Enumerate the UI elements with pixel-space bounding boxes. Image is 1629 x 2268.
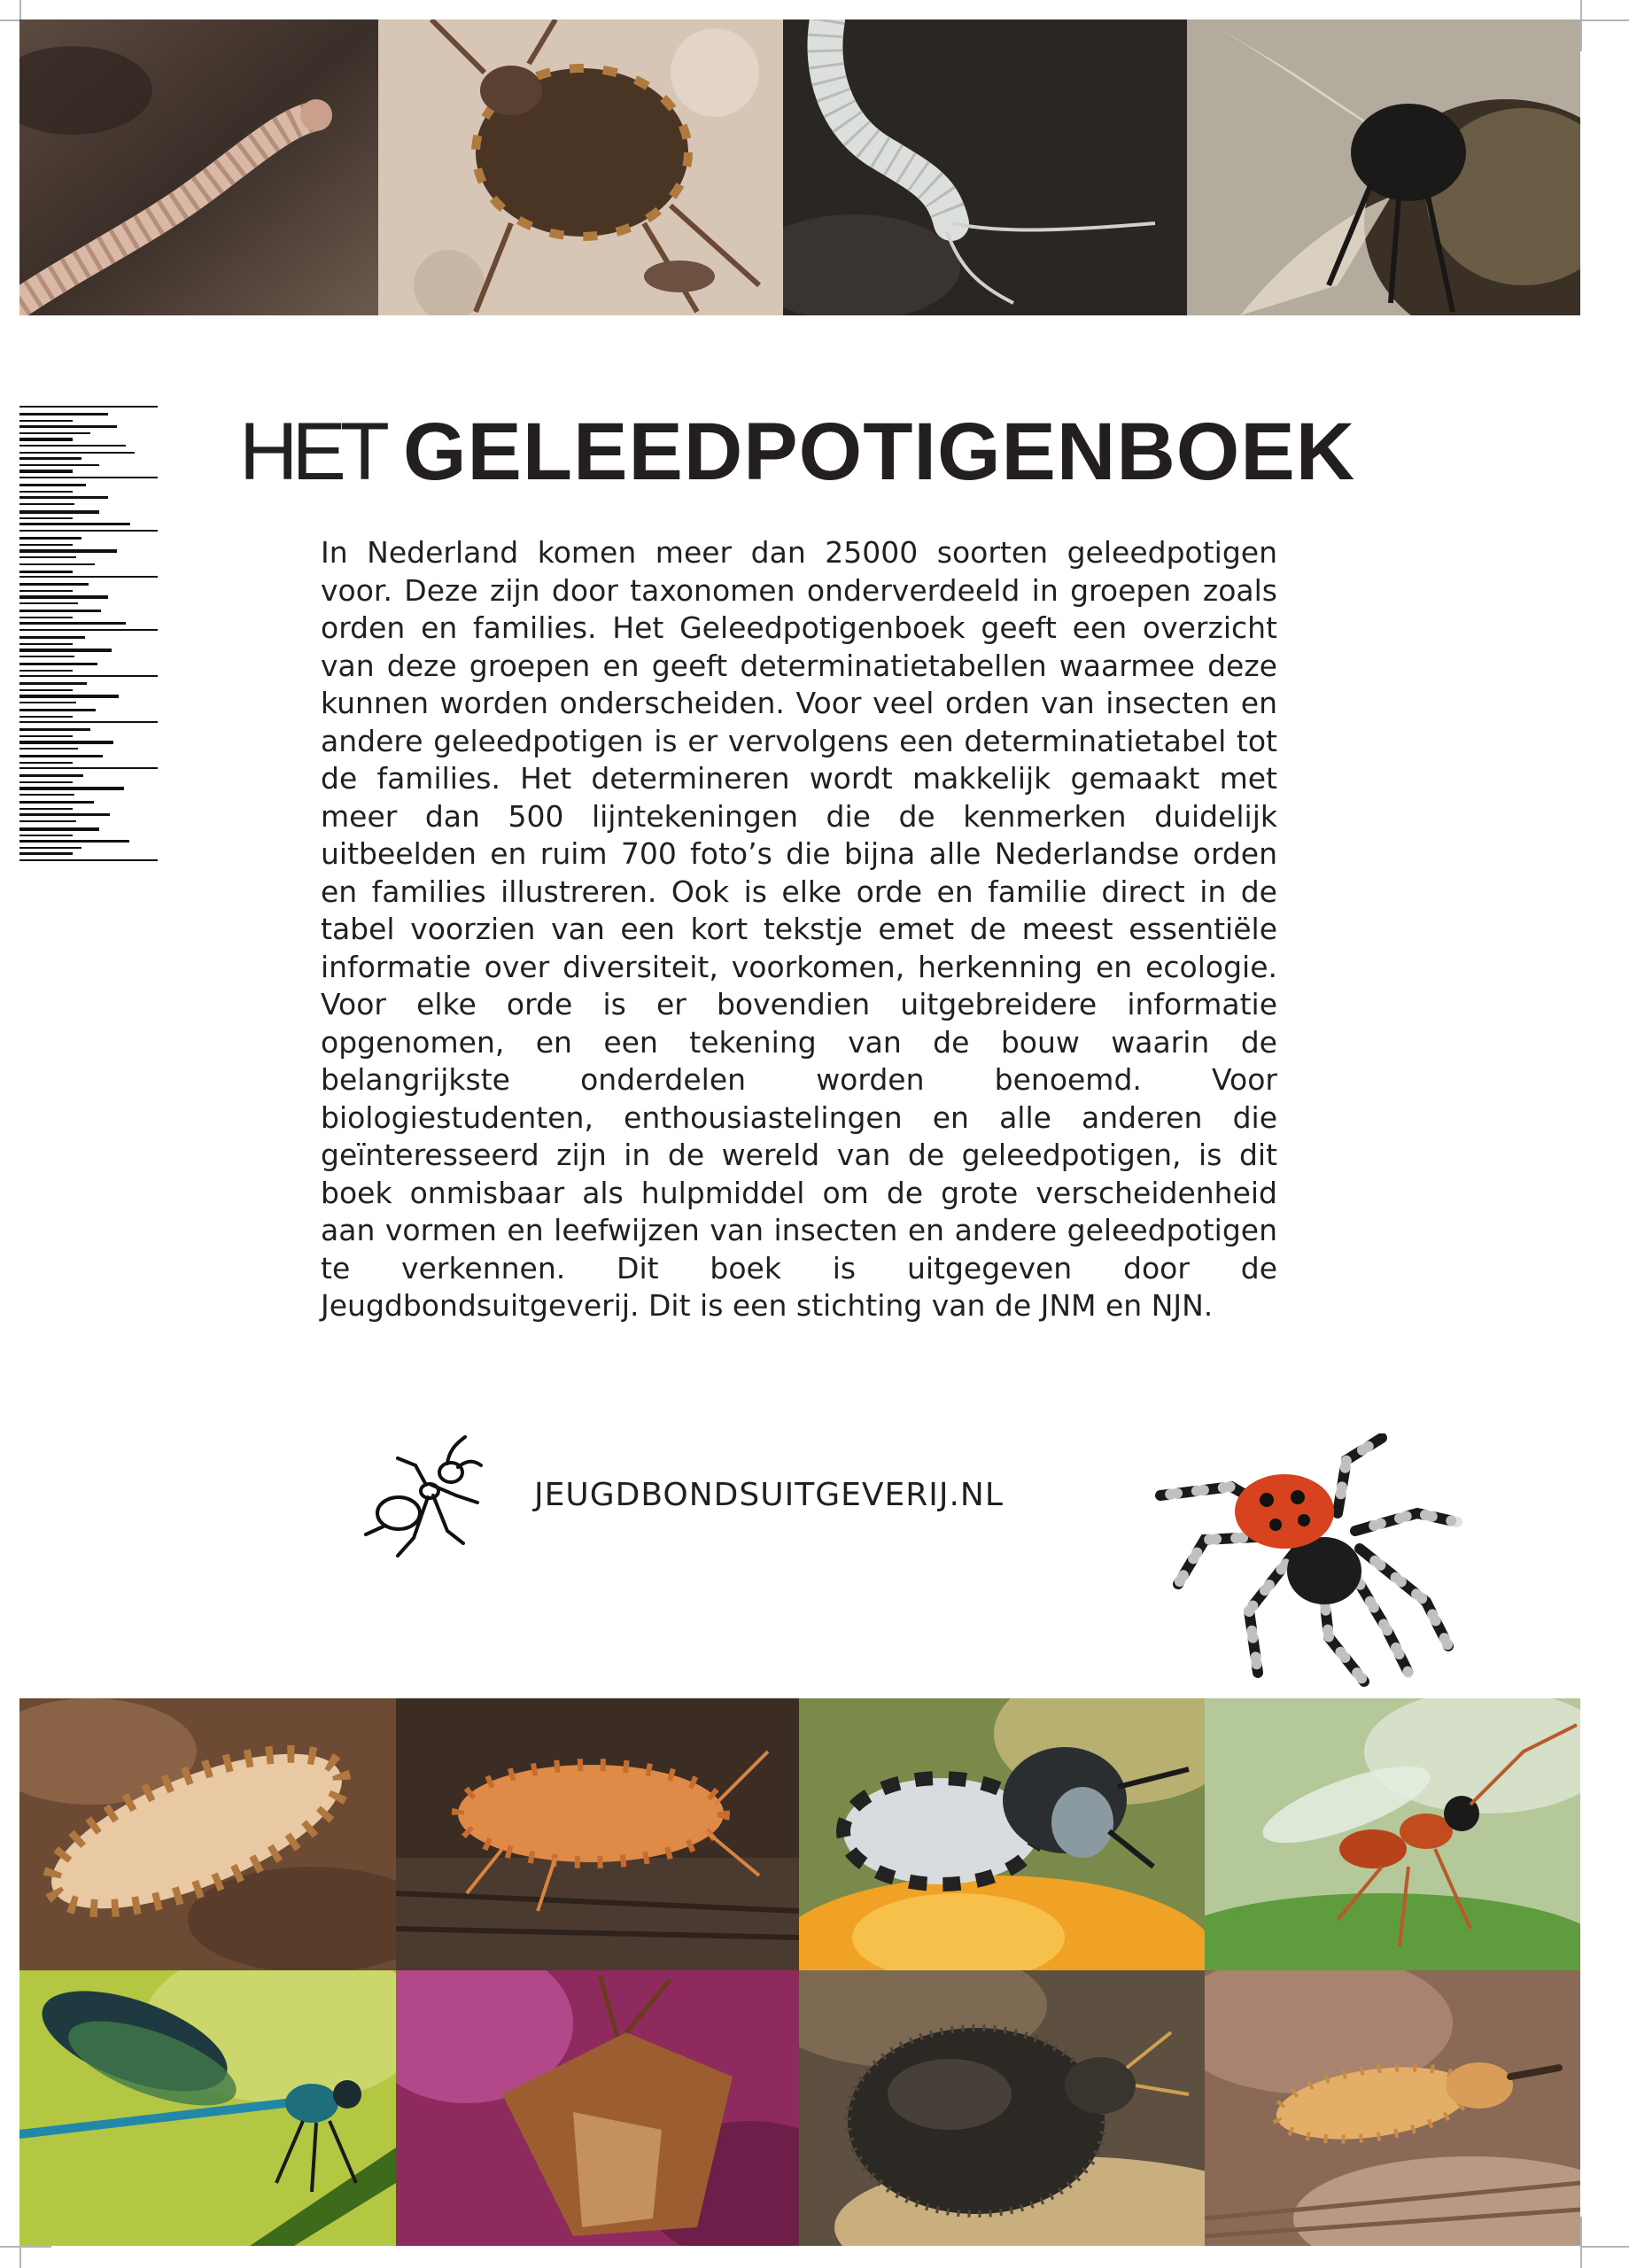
barcode-icon bbox=[19, 406, 158, 866]
crop-mark-bottom-right bbox=[1580, 2217, 1582, 2268]
book-title bbox=[239, 403, 1355, 501]
ant-logo-icon bbox=[359, 1433, 487, 1562]
crop-mark-bottom-right-h bbox=[1580, 2246, 1629, 2248]
photo-proturan bbox=[783, 19, 1187, 315]
crop-mark-top-right-h bbox=[1580, 19, 1629, 21]
photo-springtail bbox=[378, 19, 783, 315]
photo-isopod-striped bbox=[19, 1698, 396, 1970]
photo-termite bbox=[1205, 1970, 1580, 2246]
publisher-url[interactable]: JEUGDBONDSUITGEVERIJ.NL bbox=[534, 1477, 1004, 1513]
photo-bee-on-flower bbox=[799, 1698, 1205, 1970]
title-prefix: HET bbox=[239, 407, 384, 497]
book-description: In Nederland komen meer dan 25000 soorten geleedpotigen voor. Deze zijn door taxonomen onderverdeeld in groepen zoals orden en families. Het Geleedpotigenboek geeft een overzicht van deze groepen en geeft determinatietabellen waarmee deze kunnen worden onderscheiden. Voor veel orden van insecten en andere geleedpotigen is er vervolgens een determinatietabel tot de families. Het determineren wordt makkelijk gemaakt met meer dan 500 lijntekeningen die de kenmerken duidelijk uitbeelden en ruim 700 foto’s die bijna alle Nederlandse orden en families illustreren. Ook is elke orde en familie direct in de tabel voorzien van een kort tekstje emet de meest essentiële informatie over diversiteit, voorkomen, herkenning en ecologie. Voor elke orde is er bovendien uitgebreidere informatie opgenomen, en een tekening van de bouw waarin de belangrijkste onderdelen worden benoemd. Voor biologiestudenten, enthousiastelingen en alle anderen die geïnteresseerd zijn in de wereld van de geleedpotigen, is dit boek onmisbaar als hulpmiddel om de grote verscheidenheid aan vormen en leefwijzen van insecten en andere geleedpotigen te verkennen. Dit boek is uitgegeven door de Jeugdbondsuitgeverij. Dit is een stichting van de JNM en NJN. bbox=[321, 535, 1277, 1323]
title-main: GELEEDPOTIGENBOEK bbox=[403, 407, 1356, 497]
photo-damselfly bbox=[19, 1970, 396, 2246]
photo-wasp bbox=[1205, 1698, 1580, 1970]
crop-mark-bottom-left-h bbox=[0, 2246, 51, 2248]
crop-mark-top-right bbox=[1580, 0, 1582, 51]
photo-ladybird-spider bbox=[1143, 1433, 1470, 1690]
photo-shieldbug bbox=[396, 1970, 799, 2246]
photo-millipede bbox=[19, 19, 378, 315]
photo-leaf-beetle bbox=[799, 1970, 1205, 2246]
photo-fly-on-bee bbox=[1187, 19, 1580, 315]
photo-springtail-orange bbox=[396, 1698, 799, 1970]
